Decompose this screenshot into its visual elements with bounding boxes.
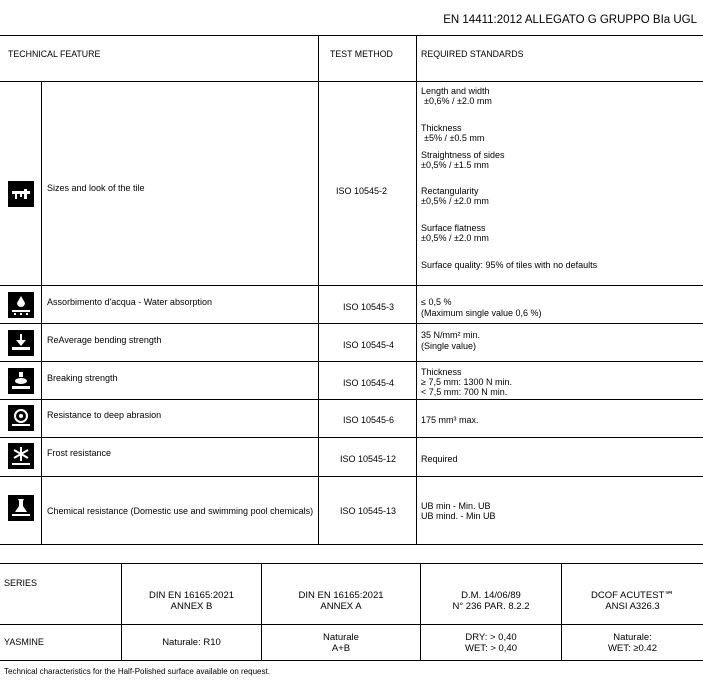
breaking-icon — [8, 368, 34, 394]
feature-label: Resistance to deep abrasion — [47, 410, 162, 420]
feature-label: Chemical resistance (Domestic use and swimming pool chemicals) — [47, 506, 314, 516]
test-method: ISO 10545-4 — [343, 340, 395, 350]
series-value-line: WET: ≥0.42 — [607, 643, 658, 654]
series-column-header-line: ANSI A326.3 — [605, 601, 660, 612]
series-value-line: Naturale: — [613, 632, 652, 643]
column-header-method: TEST METHOD — [330, 49, 393, 59]
standard-value: ≤ 0,5 % — [421, 297, 452, 307]
feature-label: ReAverage bending strength — [47, 335, 162, 345]
standard-value: (Maximum single value 0,6 %) — [421, 308, 542, 318]
abrasion-icon — [8, 405, 34, 431]
snowflake-icon — [8, 443, 34, 469]
test-method: ISO 10545-4 — [343, 378, 395, 388]
standard-value: ±0,5% / ±2.0 mm — [421, 233, 489, 243]
header-bottom-border — [0, 81, 703, 82]
table-bottom-border — [0, 544, 703, 545]
standard-value: 35 N/mm² min. — [421, 330, 481, 340]
caliper-icon — [8, 181, 34, 207]
standard-value: ≥ 7,5 mm: 1300 N min. — [421, 377, 512, 387]
feature-label: Assorbimento d'acqua - Water absorption — [47, 297, 212, 307]
series-column-header-line: DCOF ACUTEST℠ — [590, 590, 675, 601]
standard-label: Straightness of sides — [421, 150, 505, 160]
column-header-feature: TECHNICAL FEATURE — [8, 49, 101, 59]
standard-value: Required — [421, 454, 458, 464]
feature-label: Sizes and look of the tile — [47, 183, 145, 193]
test-method: ISO 10545-2 — [336, 186, 388, 196]
feature-label: Frost resistance — [47, 448, 112, 458]
row-divider — [0, 285, 703, 286]
test-method: ISO 10545-13 — [340, 506, 397, 516]
standard-value: < 7,5 mm: 700 N min. — [421, 387, 508, 397]
standard-label: Surface flatness — [421, 223, 486, 233]
series-column-header-line: DIN EN 16165:2021 — [298, 590, 384, 601]
standard-value: ±0,5% / ±1.5 mm — [421, 160, 489, 170]
series-name: YASMINE — [4, 637, 44, 647]
series-table-top-border — [0, 563, 703, 564]
bending-icon — [8, 330, 34, 356]
test-method: ISO 10545-6 — [343, 415, 395, 425]
standard-label: Thickness — [421, 367, 462, 377]
series-value — [562, 632, 703, 654]
series-column-header-line: D.M. 14/06/89 — [461, 590, 521, 601]
row-divider — [0, 323, 703, 324]
series-column-header — [122, 590, 261, 612]
standard-value: (Single value) — [421, 341, 477, 351]
row-divider — [0, 476, 703, 477]
method-column-divider — [318, 35, 319, 544]
standard-value: ±5% / ±0.5 mm — [424, 133, 485, 143]
series-column-header — [262, 590, 420, 612]
document-title: EN 14411:2012 ALLEGATO G GRUPPO BIa UGL — [443, 14, 697, 26]
feature-label: Breaking strength — [47, 373, 118, 383]
row-divider — [0, 437, 703, 438]
standard-label: Rectangularity — [421, 186, 479, 196]
row-divider — [0, 399, 703, 400]
series-value-line: Naturale: R10 — [162, 637, 221, 648]
test-method: ISO 10545-3 — [343, 302, 395, 312]
series-value — [421, 632, 561, 654]
series-value — [262, 632, 420, 654]
standard-label: Surface quality: 95% of tiles with no defaults — [421, 260, 598, 270]
series-column-header-line: N° 236 PAR. 8.2.2 — [452, 601, 530, 612]
standards-column-divider — [416, 35, 417, 544]
chemical-icon — [8, 495, 34, 521]
standard-value: UB mind. - Min UB — [421, 511, 496, 521]
standard-label: Thickness — [421, 123, 462, 133]
series-column-header-line: ANNEX B — [170, 601, 213, 612]
water-drop-icon — [8, 292, 34, 318]
test-method: ISO 10545-12 — [340, 454, 397, 464]
icon-column-divider — [41, 81, 42, 544]
series-column-header-line: ANNEX A — [320, 601, 362, 612]
series-value-line: DRY: > 0,40 — [465, 632, 517, 643]
series-header-bottom-border — [0, 624, 703, 625]
series-table-bottom-border — [0, 660, 703, 661]
series-column-header — [562, 590, 703, 612]
series-value-line: A+B — [331, 643, 351, 654]
series-column-header — [421, 590, 561, 612]
series-value — [122, 637, 261, 648]
footnote: Technical characteristics for the Half-Polished surface available on request. — [4, 667, 270, 676]
standard-value: UB min - Min. UB — [421, 501, 491, 511]
standard-value: ±0,5% / ±2.0 mm — [421, 196, 489, 206]
series-value-line: Naturale — [323, 632, 359, 643]
standard-value: 175 mm³ max. — [421, 415, 479, 425]
row-divider — [0, 361, 703, 362]
standard-value: ±0,6% / ±2.0 mm — [424, 96, 492, 106]
standard-label: Length and width — [421, 86, 490, 96]
table-top-border — [0, 35, 703, 36]
series-value-line: WET: > 0,40 — [464, 643, 517, 654]
series-header: SERIES — [4, 578, 38, 588]
column-header-standards: REQUIRED STANDARDS — [421, 49, 524, 59]
series-column-header-line: DIN EN 16165:2021 — [148, 590, 235, 601]
